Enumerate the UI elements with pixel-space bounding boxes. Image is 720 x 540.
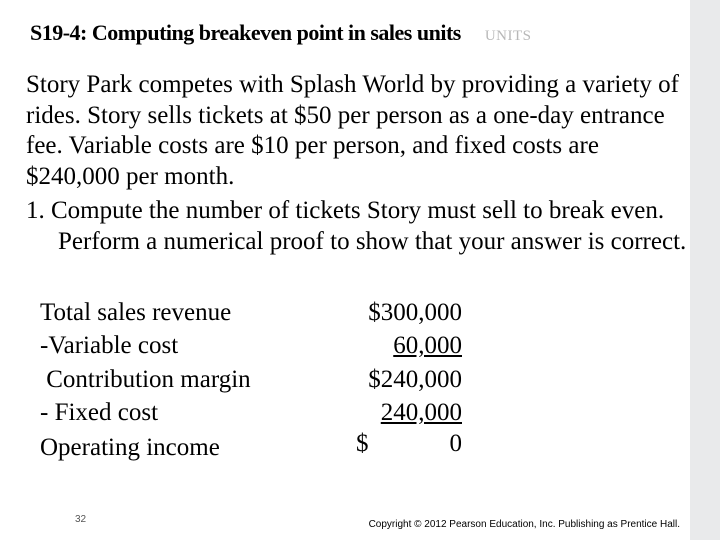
table-row bbox=[40, 363, 462, 397]
operating-income-dollar-sign: $ bbox=[356, 430, 369, 457]
operating-income-underline bbox=[356, 430, 462, 458]
fixed-cost-value: 240,000 bbox=[380, 399, 462, 427]
question-1: 1. Compute the number of tickets Story must sell to break even. Perform a numerical proof to show that your answer is correct. bbox=[26, 197, 687, 255]
row-label-fixed-cost: - Fixed cost bbox=[40, 399, 159, 427]
slide-side-bar bbox=[690, 0, 720, 540]
table-row bbox=[40, 430, 462, 465]
slide-title bbox=[30, 20, 532, 46]
row-amount-contribution-margin: $240,000 bbox=[368, 365, 462, 393]
row-amount-variable-cost bbox=[356, 330, 462, 364]
income-proof-table bbox=[40, 296, 462, 465]
operating-income-value: 0 bbox=[449, 430, 462, 457]
slide-body bbox=[26, 70, 690, 257]
row-amount-fixed-cost bbox=[356, 397, 462, 431]
row-label-total-sales: Total sales revenue bbox=[40, 298, 232, 326]
row-label-variable-cost: -Variable cost bbox=[40, 332, 179, 360]
row-amount-total-sales: $300,000 bbox=[368, 298, 462, 326]
row-label-contribution-margin: Contribution margin bbox=[40, 365, 251, 393]
table-row bbox=[40, 330, 462, 364]
slide-title-ghost-text: UNITS bbox=[484, 28, 532, 44]
table-row bbox=[40, 397, 462, 431]
problem-paragraph: Story Park competes with Splash World by providing a variety of rides. Story sells tickets at $50 per person as a one-day entrance fee. Variable costs are $10 per person, and fixed costs are $240,000 per month. bbox=[26, 71, 679, 190]
row-amount-operating-income bbox=[356, 430, 462, 465]
row-label-operating-income: Operating income bbox=[40, 433, 220, 461]
copyright-notice: Copyright © 2012 Pearson Education, Inc. Publishing as Prentice Hall. bbox=[368, 519, 680, 530]
page-number: 32 bbox=[75, 514, 87, 525]
table-row bbox=[40, 296, 462, 330]
variable-cost-value: 60,000 bbox=[393, 332, 462, 360]
slide-title-text: S19-4: Computing breakeven point in sales units bbox=[30, 20, 461, 45]
